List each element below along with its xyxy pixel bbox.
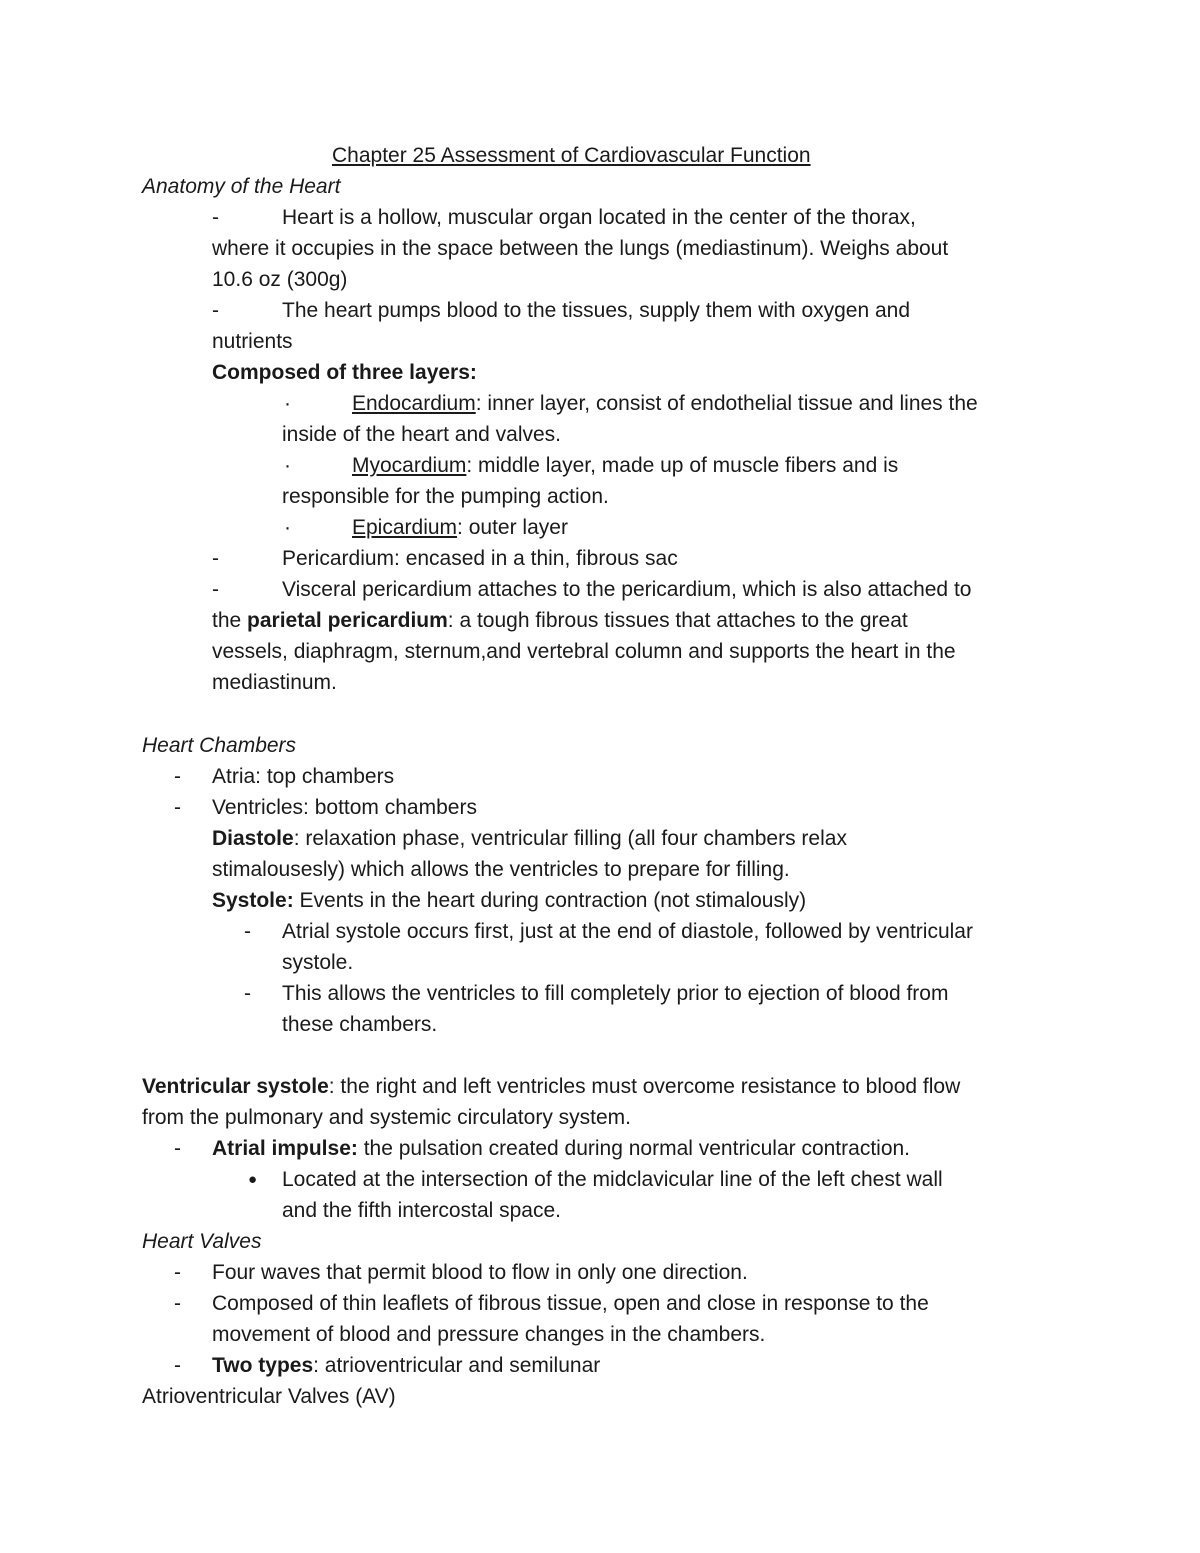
- dash-marker: -: [244, 920, 251, 943]
- term-parietal-pericardium: parietal pericardium: [247, 609, 448, 632]
- dash-marker: -: [212, 206, 219, 229]
- atrial-impulse-bullet-line1: Located at the intersection of the midclavicular line of the left chest wall: [282, 1168, 943, 1191]
- layer-myocardium-line2: responsible for the pumping action.: [282, 485, 609, 508]
- layer-text: : middle layer, made up of muscle fibers and is: [466, 454, 899, 477]
- dash-marker: -: [212, 299, 219, 322]
- term-myocardium: Myocardium: [352, 454, 467, 477]
- term-atrial-impulse: Atrial impulse:: [212, 1137, 358, 1160]
- dash-marker: -: [174, 1354, 181, 1377]
- anatomy-heading: Anatomy of the Heart: [142, 175, 341, 198]
- dash-marker: -: [212, 547, 219, 570]
- anatomy-p4-line1: Visceral pericardium attaches to the pericardium, which is also attached to: [282, 578, 972, 601]
- term-diastole: Diastole: [212, 827, 294, 850]
- valves-types-line: [212, 1350, 600, 1381]
- anatomy-p1-line1: Heart is a hollow, muscular organ located in the center of the thorax,: [282, 206, 916, 229]
- anatomy-p3-line1: Pericardium: encased in a thin, fibrous sac: [282, 547, 678, 570]
- chambers-item-atria: Atria: top chambers: [212, 765, 395, 788]
- dash-marker: -: [174, 765, 181, 788]
- anatomy-p4-line4: mediastinum.: [212, 671, 337, 694]
- diastole-line2: stimalousesly) which allows the ventricles to prepare for filling.: [212, 858, 790, 881]
- layer-endocardium: [352, 388, 978, 419]
- document-title: Chapter 25 Assessment of Cardiovascular Function: [332, 144, 811, 167]
- systole-sub1-line2: systole.: [282, 951, 354, 974]
- atrial-impulse-line: [212, 1133, 910, 1164]
- text-run: : a tough fibrous tissues that attaches to the great: [447, 609, 908, 632]
- text-run: : relaxation phase, ventricular filling (all four chambers relax: [293, 827, 847, 850]
- layers-heading: Composed of three layers:: [212, 361, 477, 384]
- layer-myocardium: [352, 450, 898, 481]
- dash-marker: -: [174, 1137, 181, 1160]
- anatomy-p1-line3: 10.6 oz (300g): [212, 268, 348, 291]
- valves-heading: Heart Valves: [142, 1230, 262, 1253]
- term-systole: Systole:: [212, 889, 294, 912]
- bullet-marker: ●: [248, 1171, 258, 1188]
- term-ventricular-systole: Ventricular systole: [142, 1075, 329, 1098]
- systole-sub1-line1: Atrial systole occurs first, just at the end of diastole, followed by ventricular: [282, 920, 973, 943]
- anatomy-p1-line2: where it occupies in the space between the lungs (mediastinum). Weighs about: [212, 237, 949, 260]
- systole-line: [212, 885, 806, 916]
- diastole-line1: [212, 823, 847, 854]
- ventricular-line1: [142, 1071, 960, 1102]
- valves-item2-line2: movement of blood and pressure changes in the chambers.: [212, 1323, 766, 1346]
- anatomy-p2-line1: The heart pumps blood to the tissues, supply them with oxygen and: [282, 299, 911, 322]
- valves-item2-line1: Composed of thin leaflets of fibrous tissue, open and close in response to the: [212, 1292, 929, 1315]
- dash-marker: -: [174, 1292, 181, 1315]
- chambers-item-ventricles: Ventricles: bottom chambers: [212, 796, 477, 819]
- term-two-types: Two types: [212, 1354, 314, 1377]
- text-run: : the right and left ventricles must overcome resistance to blood flow: [328, 1075, 961, 1098]
- text-run: Events in the heart during contraction (not stimalously): [293, 889, 807, 912]
- layer-text: : outer layer: [457, 516, 568, 539]
- dot-marker: ·: [284, 516, 291, 539]
- systole-sub2-line1: This allows the ventricles to fill completely prior to ejection of blood from: [282, 982, 949, 1005]
- dot-marker: ·: [284, 392, 291, 415]
- layer-endocardium-line2: inside of the heart and valves.: [282, 423, 562, 446]
- text-run: the: [212, 609, 248, 632]
- layer-epicardium: [352, 512, 568, 543]
- valves-item1: Four waves that permit blood to flow in only one direction.: [212, 1261, 748, 1284]
- anatomy-p4-line3: vessels, diaphragm, sternum,and vertebral column and supports the heart in the: [212, 640, 956, 663]
- dash-marker: -: [174, 1261, 181, 1284]
- dot-marker: ·: [284, 454, 291, 477]
- dash-marker: -: [212, 578, 219, 601]
- term-epicardium: Epicardium: [352, 516, 458, 539]
- anatomy-p2-line2: nutrients: [212, 330, 293, 353]
- atrial-impulse-bullet-line2: and the fifth intercostal space.: [282, 1199, 561, 1222]
- ventricular-line2: from the pulmonary and systemic circulatory system.: [142, 1106, 631, 1129]
- av-heading: Atrioventricular Valves (AV): [142, 1385, 396, 1408]
- dash-marker: -: [244, 982, 251, 1005]
- chambers-heading: Heart Chambers: [142, 734, 297, 757]
- text-run: : atrioventricular and semilunar: [313, 1354, 601, 1377]
- dash-marker: -: [174, 796, 181, 819]
- term-endocardium: Endocardium: [352, 392, 476, 415]
- text-run: the pulsation created during normal ventricular contraction.: [357, 1137, 911, 1160]
- layer-text: : inner layer, consist of endothelial tissue and lines the: [475, 392, 978, 415]
- anatomy-p4-line2: [212, 605, 908, 636]
- systole-sub2-line2: these chambers.: [282, 1013, 438, 1036]
